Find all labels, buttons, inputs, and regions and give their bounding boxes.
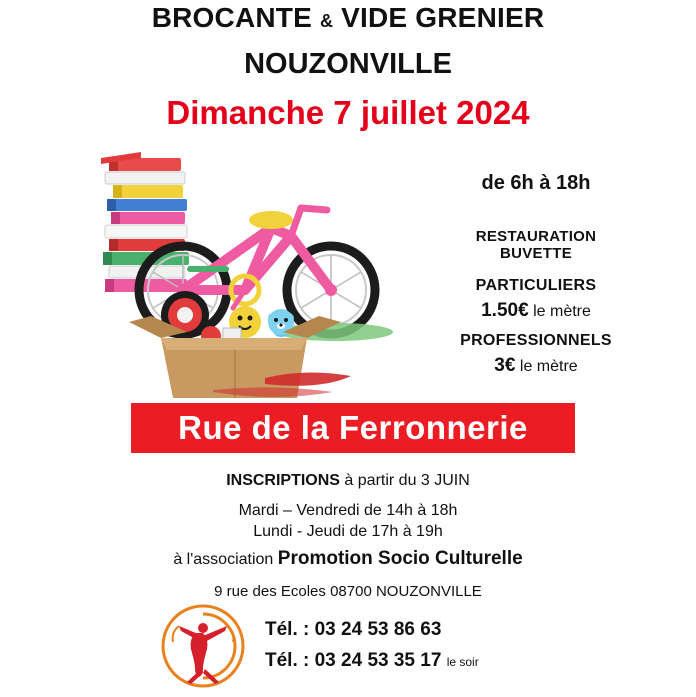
restauration-label: RESTAURATION <box>475 228 597 245</box>
restauration-info <box>396 228 676 263</box>
street-name: Rue de la Ferronnerie <box>178 409 528 446</box>
professionnels-label: PROFESSIONNELS <box>460 332 612 349</box>
poster-title-line1 <box>0 2 696 34</box>
poster-title-city: NOUZONVILLE <box>244 48 452 80</box>
association-name: Promotion Socio Culturelle <box>277 548 523 569</box>
phone-number-2 <box>265 650 595 672</box>
phone-number-1: Tél. : 03 24 53 86 63 <box>265 619 442 640</box>
street-banner <box>131 403 575 453</box>
phone-number-2-value: Tél. : 03 24 53 35 17 <box>265 650 442 671</box>
professionnels-price-value: 3€ <box>494 355 516 376</box>
inscriptions-label: INSCRIPTIONS <box>226 472 345 489</box>
professionnels-price-unit: le mètre <box>515 358 578 375</box>
poster-date: Dimanche 7 juillet 2024 <box>166 94 530 131</box>
title-ampersand: & <box>319 11 334 31</box>
schedule-line-1: Mardi – Vendredi de 14h à 18h <box>238 502 458 519</box>
title-brocante: BROCANTE <box>151 2 312 33</box>
association-address: 9 rue des Ecoles 08700 NOUZONVILLE <box>214 583 482 600</box>
particuliers-price-value: 1.50€ <box>481 300 529 321</box>
schedule-line-2: Lundi - Jeudi de 17h à 19h <box>253 523 443 540</box>
inscriptions-detail: à partir du 3 JUIN <box>344 472 470 489</box>
illustration-group <box>95 150 405 400</box>
inscriptions-line <box>0 472 696 490</box>
buvette-label: BUVETTE <box>499 245 573 263</box>
professionnels-price <box>396 355 676 377</box>
particuliers-price <box>396 300 676 322</box>
particuliers-label: PARTICULIERS <box>475 277 597 294</box>
phone-number-2-note: le soir <box>446 655 479 669</box>
association-prefix: à l'association <box>173 551 278 568</box>
association-logo <box>157 600 249 692</box>
association-line <box>0 548 696 570</box>
event-hours: de 6h à 18h <box>481 172 591 194</box>
particuliers-price-unit: le mètre <box>528 303 591 320</box>
title-vide-grenier: VIDE GRENIER <box>341 2 545 33</box>
